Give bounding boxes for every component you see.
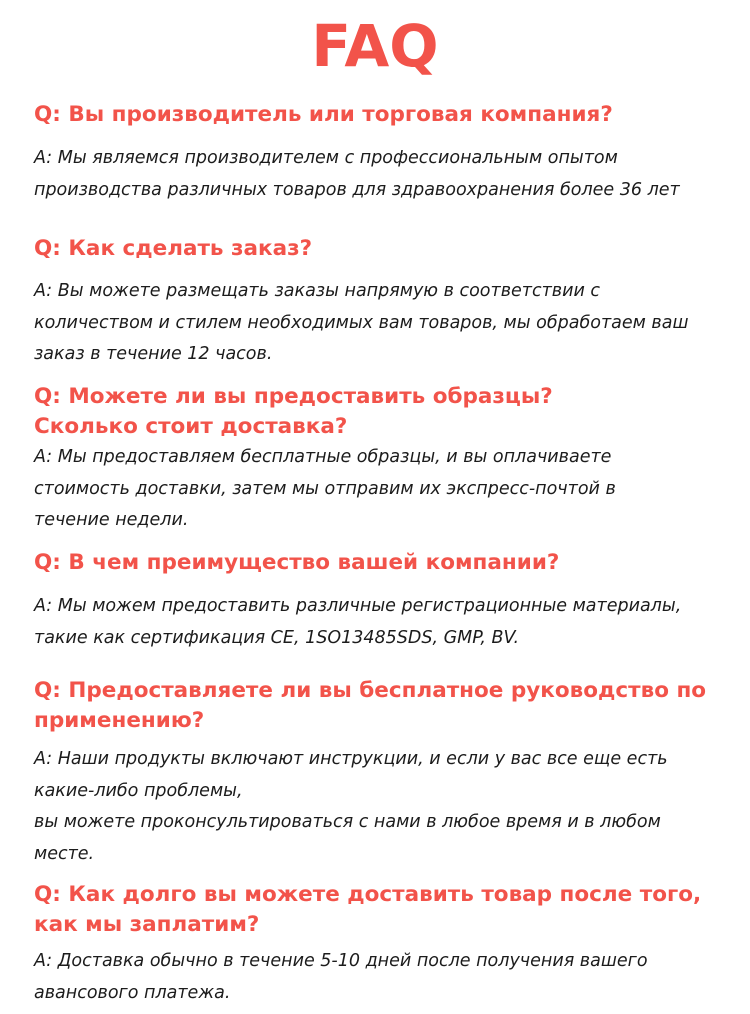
- faq-question: Q: Вы производитель или торговая компания?: [34, 102, 613, 127]
- faq-question: Q: Как долго вы можете доставить товар после того, как мы заплатим?: [34, 882, 702, 937]
- faq-question: Q: В чем преимущество вашей компании?: [34, 550, 560, 575]
- faq-answer: A: Вы можете размещать заказы напрямую в соответствии с количеством и стилем необходимых вам товаров, мы обработаем ваш заказ в течение 12 часов.: [34, 281, 689, 364]
- faq-item: [34, 548, 734, 654]
- faq-answer: A: Мы являемся производителем с профессиональным опытом производства различных товаров для здравоохранения более 36 лет: [34, 148, 680, 200]
- faq-question: Q: Как сделать заказ?: [34, 236, 313, 261]
- faq-item: [34, 382, 734, 537]
- faq-item: [34, 880, 734, 1009]
- faq-item: [34, 676, 734, 870]
- page-title: FAQ: [311, 12, 439, 80]
- faq-answer: A: Доставка обычно в течение 5-10 дней после получения вашего авансового платежа.: [34, 951, 648, 1003]
- faq-question: Q: Можете ли вы предоставить образцы? Сколько стоит доставка?: [34, 384, 553, 439]
- faq-item: [34, 234, 734, 371]
- faq-item: [34, 100, 734, 206]
- faq-answer: A: Наши продукты включают инструкции, и если у вас все еще есть какие-либо проблемы, вы можете проконсультироваться с нами в любое время и в любом месте.: [34, 749, 668, 864]
- faq-answer: A: Мы можем предоставить различные регистрационные материалы, такие как сертификация CE, 1SO13485SDS, GMP, BV.: [34, 596, 682, 648]
- faq-answer: A: Мы предоставляем бесплатные образцы, и вы оплачиваете стоимость доставки, затем мы отправим их экспресс-почтой в течение недели.: [34, 447, 616, 530]
- faq-question: Q: Предоставляете ли вы бесплатное руководство по применению?: [34, 678, 707, 733]
